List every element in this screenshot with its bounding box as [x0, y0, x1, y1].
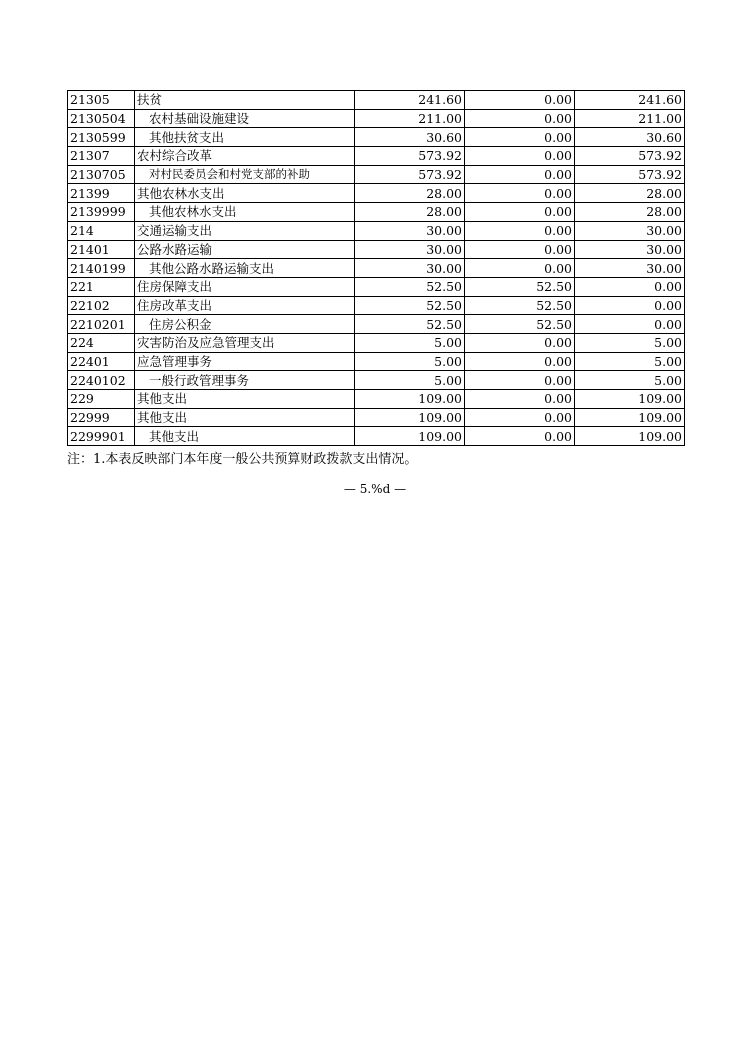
cell-name: 其他农林水支出	[135, 203, 355, 222]
cell-name: 住房改革支出	[135, 296, 355, 315]
table-note: 注：1.本表反映部门本年度一般公共预算财政拨款支出情况。	[67, 452, 418, 467]
table-row	[68, 315, 685, 334]
cell-name: 其他支出	[135, 390, 355, 409]
cell-basic: 0.00	[465, 184, 575, 203]
cell-name: 其他支出	[135, 427, 355, 446]
cell-project: 573.92	[575, 165, 685, 184]
cell-total: 109.00	[355, 408, 465, 427]
cell-basic: 0.00	[465, 390, 575, 409]
cell-project: 0.00	[575, 315, 685, 334]
cell-total: 28.00	[355, 203, 465, 222]
table-row	[68, 333, 685, 352]
table-body	[68, 91, 685, 446]
cell-name: 扶贫	[135, 91, 355, 110]
cell-code: 229	[68, 390, 135, 409]
cell-project: 5.00	[575, 333, 685, 352]
cell-basic: 0.00	[465, 352, 575, 371]
cell-project: 28.00	[575, 184, 685, 203]
table-row	[68, 277, 685, 296]
cell-code: 21305	[68, 91, 135, 110]
cell-project: 28.00	[575, 203, 685, 222]
cell-total: 573.92	[355, 165, 465, 184]
cell-project: 30.00	[575, 259, 685, 278]
cell-name: 公路水路运输	[135, 240, 355, 259]
cell-name: 其他扶贫支出	[135, 128, 355, 147]
cell-basic: 0.00	[465, 427, 575, 446]
cell-code: 2130599	[68, 128, 135, 147]
cell-code: 2210201	[68, 315, 135, 334]
table-row	[68, 109, 685, 128]
cell-project: 5.00	[575, 371, 685, 390]
cell-project: 30.60	[575, 128, 685, 147]
cell-project: 109.00	[575, 427, 685, 446]
cell-basic: 0.00	[465, 91, 575, 110]
cell-total: 5.00	[355, 371, 465, 390]
table-row	[68, 259, 685, 278]
table-row	[68, 390, 685, 409]
cell-project: 5.00	[575, 352, 685, 371]
table-row	[68, 240, 685, 259]
table-row	[68, 221, 685, 240]
cell-name: 应急管理事务	[135, 352, 355, 371]
cell-project: 109.00	[575, 408, 685, 427]
cell-name: 农村综合改革	[135, 147, 355, 166]
cell-basic: 52.50	[465, 277, 575, 296]
cell-name: 住房公积金	[135, 315, 355, 334]
cell-basic: 0.00	[465, 408, 575, 427]
cell-name: 交通运输支出	[135, 221, 355, 240]
cell-code: 22401	[68, 352, 135, 371]
cell-total: 52.50	[355, 315, 465, 334]
cell-basic: 0.00	[465, 203, 575, 222]
cell-name: 其他公路水路运输支出	[135, 259, 355, 278]
cell-name: 住房保障支出	[135, 277, 355, 296]
cell-project: 30.00	[575, 240, 685, 259]
cell-project: 211.00	[575, 109, 685, 128]
cell-project: 241.60	[575, 91, 685, 110]
cell-code: 2299901	[68, 427, 135, 446]
cell-code: 22102	[68, 296, 135, 315]
cell-code: 221	[68, 277, 135, 296]
table-row	[68, 408, 685, 427]
cell-basic: 52.50	[465, 296, 575, 315]
cell-basic: 0.00	[465, 147, 575, 166]
table-row	[68, 147, 685, 166]
cell-project: 573.92	[575, 147, 685, 166]
cell-total: 30.00	[355, 259, 465, 278]
table-row	[68, 184, 685, 203]
cell-total: 573.92	[355, 147, 465, 166]
cell-basic: 0.00	[465, 165, 575, 184]
cell-total: 5.00	[355, 333, 465, 352]
cell-project: 0.00	[575, 296, 685, 315]
expenditure-table-container	[67, 90, 685, 446]
cell-code: 21307	[68, 147, 135, 166]
cell-code: 2140199	[68, 259, 135, 278]
cell-code: 2240102	[68, 371, 135, 390]
table-row	[68, 128, 685, 147]
table-row	[68, 371, 685, 390]
cell-basic: 0.00	[465, 128, 575, 147]
cell-total: 5.00	[355, 352, 465, 371]
cell-code: 21399	[68, 184, 135, 203]
cell-total: 52.50	[355, 296, 465, 315]
cell-code: 224	[68, 333, 135, 352]
cell-basic: 0.00	[465, 109, 575, 128]
table-row	[68, 203, 685, 222]
cell-name: 对村民委员会和村党支部的补助	[135, 165, 355, 184]
cell-name: 灾害防治及应急管理支出	[135, 333, 355, 352]
cell-basic: 52.50	[465, 315, 575, 334]
cell-code: 21401	[68, 240, 135, 259]
cell-basic: 0.00	[465, 333, 575, 352]
cell-basic: 0.00	[465, 240, 575, 259]
cell-code: 2130504	[68, 109, 135, 128]
cell-basic: 0.00	[465, 371, 575, 390]
cell-total: 52.50	[355, 277, 465, 296]
cell-code: 214	[68, 221, 135, 240]
cell-total: 30.00	[355, 221, 465, 240]
table-row	[68, 427, 685, 446]
expenditure-table	[67, 90, 685, 446]
page-number: — 5.%d —	[343, 482, 407, 496]
cell-basic: 0.00	[465, 259, 575, 278]
cell-total: 109.00	[355, 427, 465, 446]
cell-name: 一般行政管理事务	[135, 371, 355, 390]
cell-project: 109.00	[575, 390, 685, 409]
cell-total: 30.00	[355, 240, 465, 259]
cell-name: 农村基础设施建设	[135, 109, 355, 128]
table-row	[68, 352, 685, 371]
cell-code: 22999	[68, 408, 135, 427]
cell-name: 其他农林水支出	[135, 184, 355, 203]
cell-total: 28.00	[355, 184, 465, 203]
cell-total: 30.60	[355, 128, 465, 147]
cell-name: 其他支出	[135, 408, 355, 427]
cell-code: 2139999	[68, 203, 135, 222]
cell-code: 2130705	[68, 165, 135, 184]
cell-basic: 0.00	[465, 221, 575, 240]
cell-total: 241.60	[355, 91, 465, 110]
cell-total: 109.00	[355, 390, 465, 409]
cell-project: 0.00	[575, 277, 685, 296]
cell-project: 30.00	[575, 221, 685, 240]
table-row	[68, 296, 685, 315]
table-row	[68, 165, 685, 184]
cell-total: 211.00	[355, 109, 465, 128]
table-row	[68, 91, 685, 110]
